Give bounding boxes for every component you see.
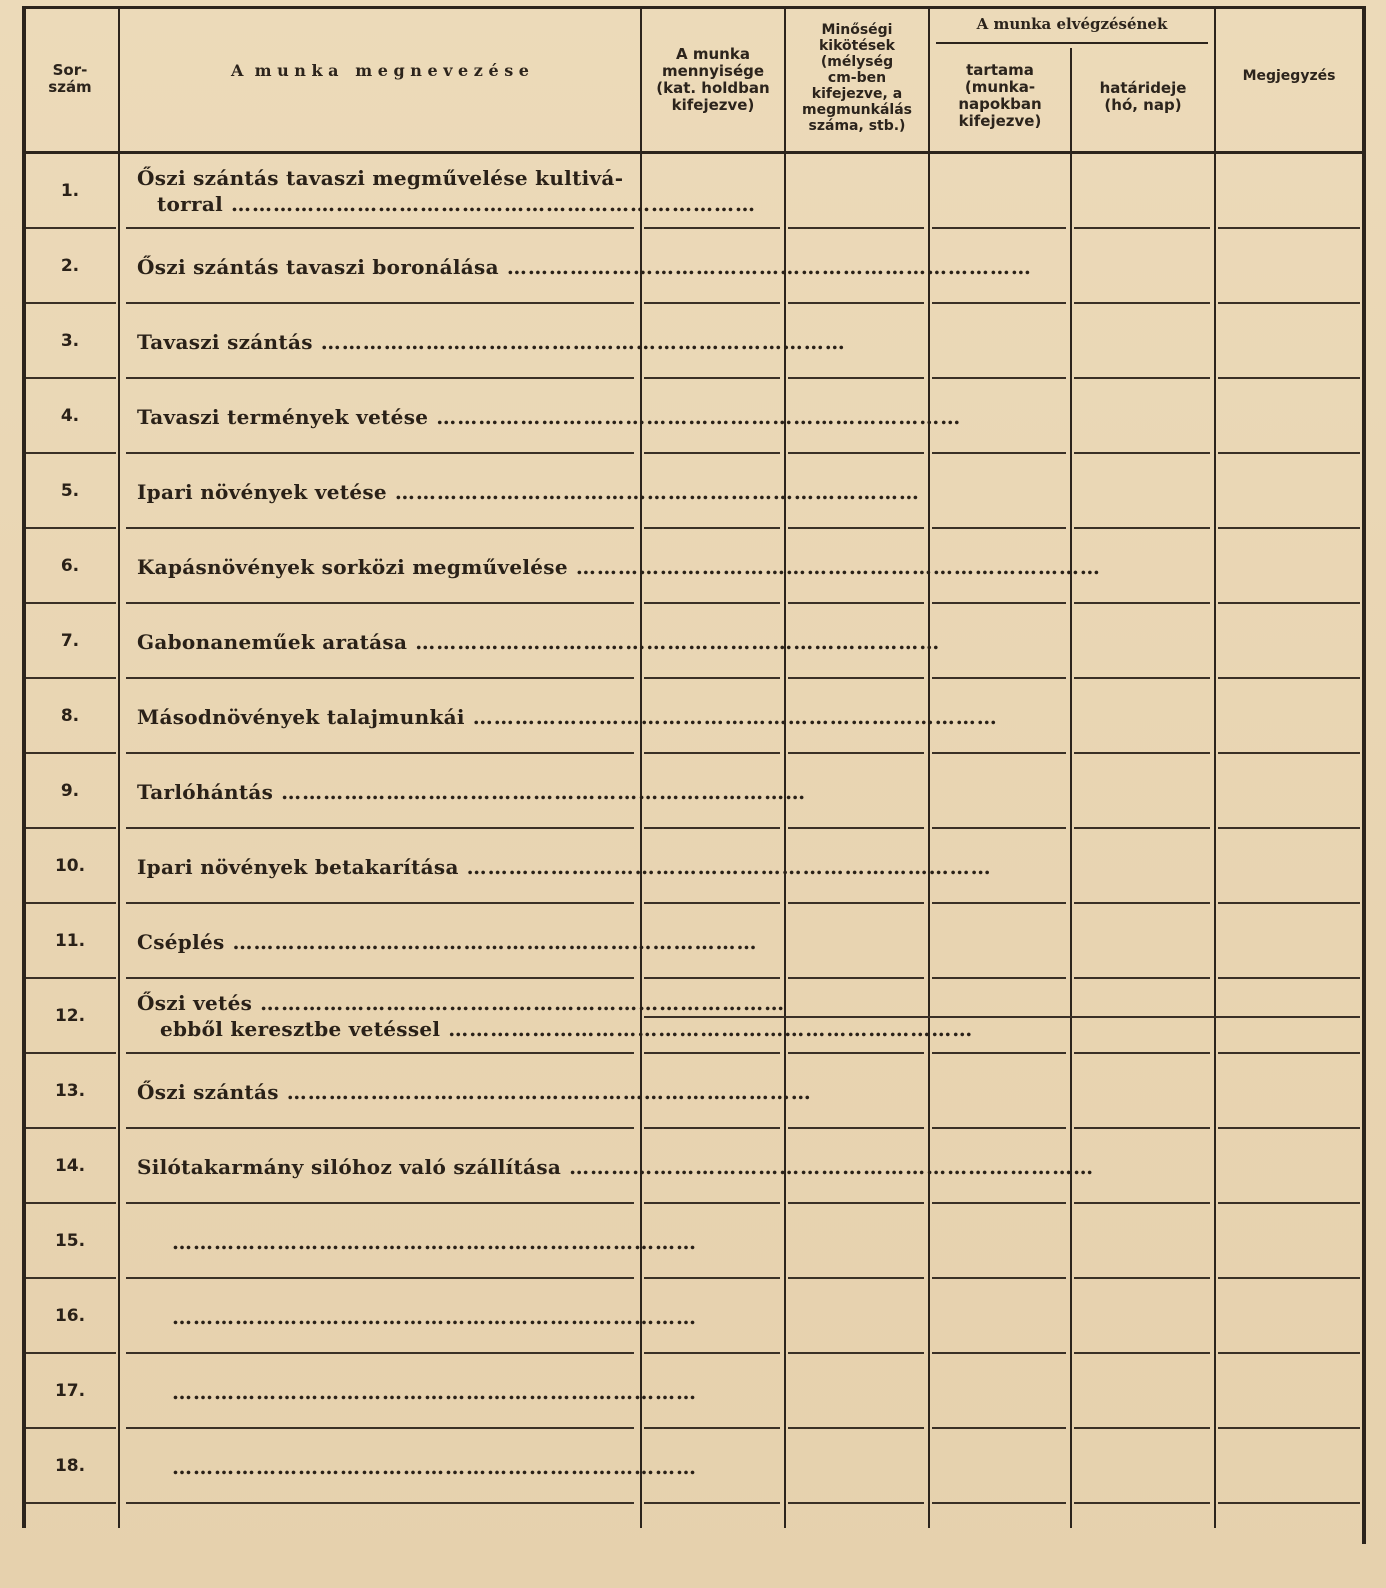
row-divider [26, 902, 116, 904]
row-divider [932, 902, 1066, 904]
row-divider [126, 1427, 634, 1429]
row-divider [1218, 752, 1360, 754]
row-divider [1074, 677, 1210, 679]
row-divider [932, 827, 1066, 829]
row-label [137, 555, 1101, 579]
row-divider [1218, 977, 1360, 979]
row-number: 5. [60, 481, 80, 501]
row-divider [26, 1352, 116, 1354]
row-divider [1074, 752, 1210, 754]
row-divider [644, 527, 780, 529]
dotted-leader: ………………………………………………………………… [224, 930, 758, 954]
row-divider [644, 1016, 1360, 1018]
row-divider [126, 1502, 634, 1504]
col-border-left [22, 6, 26, 1528]
row-number: 18. [54, 1456, 86, 1476]
row-divider [788, 227, 924, 229]
row-label [137, 705, 998, 729]
row-divider [1218, 1052, 1360, 1054]
row-divider [788, 1427, 924, 1429]
row-label [172, 1230, 697, 1254]
row-number: 10. [54, 856, 86, 876]
row-divider [126, 1277, 634, 1279]
row-number: 6. [60, 556, 80, 576]
row-number: 7. [60, 631, 80, 651]
header-sorszam: Sor- szám [48, 61, 92, 96]
row-divider [788, 1202, 924, 1204]
row-divider [1218, 1127, 1360, 1129]
header-bottom-border [22, 151, 1366, 154]
row-divider [788, 452, 924, 454]
work-plan-table [22, 6, 1368, 1544]
row-number: 2. [60, 256, 80, 276]
row-label-text: Ipari növények betakarítása [137, 855, 459, 879]
row-number: 12. [54, 1006, 86, 1026]
row-divider [26, 752, 116, 754]
dotted-leader: ………………………………………………………………… [172, 1455, 697, 1479]
row-label-text: Cséplés [137, 930, 225, 954]
row-label [137, 930, 758, 954]
dotted-leader: ………………………………………………………………… [172, 1230, 697, 1254]
row-divider [788, 1127, 924, 1129]
col-border-4 [928, 6, 930, 1528]
row-divider [26, 1127, 116, 1129]
row-label-text: Kapásnövények sorközi megművelése [137, 555, 568, 579]
row-divider [932, 452, 1066, 454]
row-label-text: Őszi szántás tavaszi boronálása [137, 255, 499, 279]
row-divider [644, 1052, 780, 1054]
row-divider [1074, 302, 1210, 304]
row-divider [788, 1052, 924, 1054]
row-divider [932, 1502, 1066, 1504]
row-divider [644, 302, 780, 304]
row-divider [1074, 1427, 1210, 1429]
row-label-continuation [157, 192, 756, 216]
row-label [137, 1155, 1095, 1179]
row-divider [644, 1502, 780, 1504]
row-divider [932, 1127, 1066, 1129]
row-divider [26, 1502, 116, 1504]
row-number: 1. [60, 181, 80, 201]
row-divider [788, 527, 924, 529]
row-divider [1074, 1352, 1210, 1354]
row-divider [1074, 1052, 1210, 1054]
row-divider [644, 377, 780, 379]
row-divider [932, 1202, 1066, 1204]
row-number: 13. [54, 1081, 86, 1101]
dotted-leader: ………………………………………………………………… [223, 192, 756, 216]
row-divider [1218, 1352, 1360, 1354]
row-divider [932, 602, 1066, 604]
dotted-leader: ………………………………………………………………… [386, 480, 920, 504]
row-label [172, 1455, 697, 1479]
row-divider [1074, 902, 1210, 904]
row-divider [1074, 977, 1210, 979]
row-divider [644, 827, 780, 829]
row-divider [1218, 677, 1360, 679]
row-divider [1074, 452, 1210, 454]
row-divider [932, 1352, 1066, 1354]
row-divider [644, 902, 780, 904]
row-divider [788, 827, 924, 829]
header-minosegi: Minőségi kikötések (mélység cm-ben kifejezve, a megmunkálás száma, stb.) [802, 22, 912, 134]
row-label-text: Tavaszi termények vetése [137, 405, 429, 429]
dotted-leader: ………………………………………………………………… [567, 555, 1101, 579]
row-divider [1074, 1502, 1210, 1504]
row-divider [932, 1277, 1066, 1279]
row-divider [932, 527, 1066, 529]
row-divider [26, 677, 116, 679]
row-divider [126, 377, 634, 379]
row-divider [126, 827, 634, 829]
top-border [22, 6, 1366, 9]
row-divider [26, 302, 116, 304]
row-divider [1218, 1427, 1360, 1429]
row-divider [644, 1352, 780, 1354]
row-divider [1074, 227, 1210, 229]
row-divider [26, 1202, 116, 1204]
row-label [137, 855, 992, 879]
row-divider [1218, 527, 1360, 529]
row-divider [644, 1427, 780, 1429]
row-divider [26, 377, 116, 379]
row-label [137, 166, 633, 190]
row-divider [788, 377, 924, 379]
header-megnevezes: A m u n k a m e g n e v e z é s e [231, 61, 529, 80]
row-number: 3. [60, 331, 80, 351]
row-divider [126, 752, 634, 754]
row-divider [1074, 602, 1210, 604]
row-label-continuation [160, 1017, 974, 1041]
row-label [137, 630, 941, 654]
row-number: 17. [54, 1381, 86, 1401]
row-divider [1218, 1502, 1360, 1504]
row-label [137, 480, 920, 504]
row-label [137, 405, 962, 429]
header-hatarideje: határideje (hó, nap) [1099, 79, 1187, 114]
row-divider [126, 1202, 634, 1204]
row-divider [126, 452, 634, 454]
dotted-leader: ………………………………………………………………… [561, 1155, 1095, 1179]
header-megjegyzes: Megjegyzés [1242, 68, 1336, 84]
dotted-leader: ………………………………………………………………… [278, 1080, 812, 1104]
row-label-text: Őszi vetés [137, 991, 253, 1015]
row-divider [788, 1352, 924, 1354]
row-label [137, 330, 846, 354]
dotted-leader: ………………………………………………………………… [458, 855, 992, 879]
row-divider [126, 302, 634, 304]
row-divider [126, 677, 634, 679]
dotted-leader: ………………………………………………………………… [172, 1380, 697, 1404]
header-mennyiseg: A munka mennyisége (kat. holdban kifejezve) [656, 45, 770, 114]
row-divider [788, 902, 924, 904]
row-divider [788, 1502, 924, 1504]
row-divider [26, 977, 116, 979]
row-number: 4. [60, 406, 80, 426]
col-border-right [1362, 6, 1366, 1544]
row-divider [1074, 527, 1210, 529]
row-divider [644, 1277, 780, 1279]
subheader-line [936, 42, 1208, 44]
row-divider [1218, 1202, 1360, 1204]
dotted-leader: ………………………………………………………………… [440, 1017, 974, 1041]
col-border-5 [1070, 48, 1072, 1528]
row-label-text: Másodnövények talajmunkái [137, 705, 465, 729]
row-divider [126, 977, 634, 979]
row-label [137, 780, 807, 804]
row-divider [1218, 602, 1360, 604]
row-divider [126, 1052, 634, 1054]
col-border-3 [784, 6, 786, 1528]
row-number: 9. [60, 781, 80, 801]
row-label [137, 255, 1032, 279]
row-divider [644, 677, 780, 679]
row-divider [932, 677, 1066, 679]
dotted-leader: ………………………………………………………………… [252, 991, 786, 1015]
header-tartama: tartama (munka- napokban kifejezve) [958, 61, 1042, 130]
row-divider [788, 677, 924, 679]
row-divider [932, 227, 1066, 229]
row-divider [126, 527, 634, 529]
row-divider [26, 452, 116, 454]
row-divider [788, 1277, 924, 1279]
row-divider [644, 1202, 780, 1204]
row-label-text: ebből keresztbe vetéssel [160, 1017, 441, 1041]
dotted-leader: ………………………………………………………………… [464, 705, 998, 729]
row-label-text: Tavaszi szántás [137, 330, 313, 354]
row-divider [644, 752, 780, 754]
row-divider [1218, 377, 1360, 379]
row-divider [932, 302, 1066, 304]
row-divider [644, 977, 780, 979]
row-divider [1074, 827, 1210, 829]
row-divider [644, 227, 780, 229]
row-label-text: Őszi szántás tavaszi megművelése kultivá- [137, 166, 624, 190]
row-divider [126, 227, 634, 229]
row-divider [788, 602, 924, 604]
row-label-text: Gabonaneműek aratása [137, 630, 408, 654]
row-number: 16. [54, 1306, 86, 1326]
row-divider [1074, 1127, 1210, 1129]
row-label-text: Ipari növények vetése [137, 480, 387, 504]
row-divider [644, 452, 780, 454]
row-divider [644, 602, 780, 604]
row-divider [1218, 1277, 1360, 1279]
row-divider [932, 377, 1066, 379]
row-divider [1218, 827, 1360, 829]
row-divider [126, 1352, 634, 1354]
row-divider [26, 827, 116, 829]
row-divider [126, 902, 634, 904]
row-divider [932, 752, 1066, 754]
row-divider [26, 1427, 116, 1429]
row-divider [1218, 227, 1360, 229]
row-label-text: Silótakarmány silóhoz való szállítása [137, 1155, 562, 1179]
row-divider [126, 602, 634, 604]
row-divider [1074, 1277, 1210, 1279]
dotted-leader: ………………………………………………………………… [407, 630, 941, 654]
row-divider [932, 1427, 1066, 1429]
header-elvegzes: A munka elvégzésének [976, 15, 1168, 33]
row-number: 14. [54, 1156, 86, 1176]
dotted-leader: ………………………………………………………………… [312, 330, 846, 354]
row-number: 8. [60, 706, 80, 726]
dotted-leader: ………………………………………………………………… [428, 405, 962, 429]
row-label [172, 1380, 697, 1404]
col-border-1 [118, 6, 120, 1528]
row-label [172, 1305, 697, 1329]
row-divider [644, 1127, 780, 1129]
dotted-leader: ………………………………………………………………… [273, 780, 807, 804]
row-divider [26, 227, 116, 229]
row-divider [1218, 302, 1360, 304]
row-number: 11. [54, 931, 86, 951]
dotted-leader: ………………………………………………………………… [498, 255, 1032, 279]
row-divider [932, 977, 1066, 979]
row-divider [26, 1277, 116, 1279]
col-border-2 [640, 6, 642, 1528]
row-divider [788, 752, 924, 754]
row-divider [26, 527, 116, 529]
row-divider [1074, 1202, 1210, 1204]
row-divider [1218, 452, 1360, 454]
row-divider [126, 1127, 634, 1129]
row-label-text: torral [157, 192, 224, 216]
row-label [137, 1080, 812, 1104]
row-divider [932, 1052, 1066, 1054]
row-divider [788, 977, 924, 979]
row-divider [1074, 377, 1210, 379]
dotted-leader: ………………………………………………………………… [172, 1305, 697, 1329]
row-divider [26, 602, 116, 604]
row-divider [1218, 902, 1360, 904]
row-label-text: Tarlóhántás [137, 780, 274, 804]
row-divider [788, 302, 924, 304]
col-border-6 [1214, 6, 1216, 1528]
row-number: 15. [54, 1231, 86, 1251]
row-label-text: Őszi szántás [137, 1080, 279, 1104]
row-divider [26, 1052, 116, 1054]
row-label [137, 991, 786, 1015]
